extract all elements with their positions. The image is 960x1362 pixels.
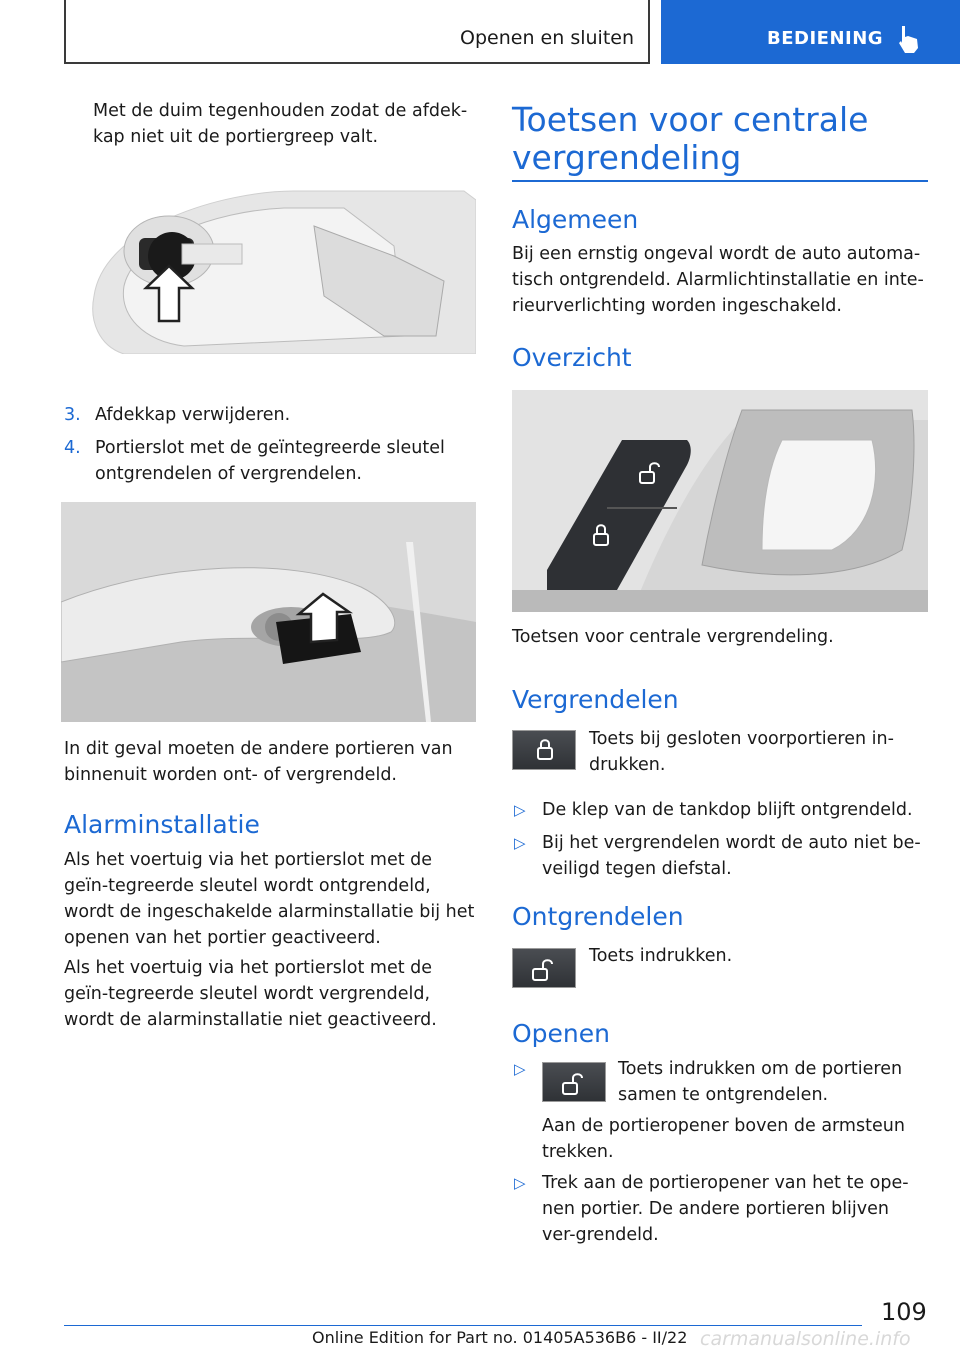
alarm-paragraph-2: Als het voertuig via het portierslot met de geïn-tegreerde sleutel wordt vergrendeld, wordt de alarminstallatie niet geactiveerd. bbox=[64, 958, 437, 1030]
heading-overview: Overzicht bbox=[512, 343, 632, 372]
step-number: 3. bbox=[64, 405, 81, 425]
page-number: 109 bbox=[881, 1298, 927, 1326]
header-section-title: Openen en sluiten bbox=[460, 27, 634, 49]
heading-lock: Vergrendelen bbox=[512, 685, 679, 714]
unlock-button-image bbox=[542, 1062, 606, 1102]
unlock-icon bbox=[513, 949, 577, 989]
watermark: carmanualsonline.info bbox=[700, 1328, 911, 1350]
overview-caption: Toetsen voor centrale vergrendeling. bbox=[512, 627, 834, 647]
open-bullet-1-sub: Aan de portieropener boven de armsteun trekken. bbox=[542, 1116, 905, 1162]
header-section-box bbox=[64, 0, 650, 64]
heading-general: Algemeen bbox=[512, 205, 639, 234]
heading-open: Openen bbox=[512, 1019, 610, 1048]
pointing-hand-icon bbox=[896, 24, 922, 54]
door-handle-cover-image bbox=[64, 186, 476, 354]
bullet-triangle-icon: ▷ bbox=[514, 834, 526, 852]
header-chapter-title: BEDIENING bbox=[767, 28, 884, 49]
door-lock-key-image bbox=[61, 502, 476, 722]
header-chapter-tab[interactable] bbox=[661, 0, 960, 64]
page-title: Toetsen voor centrale vergrendeling bbox=[512, 100, 869, 177]
bullet-triangle-icon: ▷ bbox=[514, 1060, 526, 1078]
paragraph-inside-lock: In dit geval moeten de andere portieren van binnenuit worden ont- of vergrendeld. bbox=[64, 739, 453, 785]
lock-instruction: Toets bij gesloten voorportieren in-drukken. bbox=[589, 729, 894, 775]
step-list bbox=[64, 402, 476, 492]
footer-rule bbox=[64, 1325, 862, 1326]
alarm-paragraph-1: Als het voertuig via het portierslot met de geïn-tegreerde sleutel wordt ontgrendeld, wordt de ingeschakelde alarminstallatie bij het openen van het portier geactiveerd. bbox=[64, 850, 475, 948]
step-number: 4. bbox=[64, 438, 81, 458]
title-rule bbox=[512, 180, 928, 182]
lock-button-image bbox=[512, 730, 576, 770]
unlock-icon bbox=[543, 1063, 607, 1103]
lock-bullet: Bij het vergrendelen wordt de auto niet be-veiligd tegen diefstal. bbox=[542, 833, 921, 879]
general-paragraph: Bij een ernstig ongeval wordt de auto automa-tisch ontgrendeld. Alarmlichtinstallatie en inte-rieurverlichting worden ingeschakeld. bbox=[512, 244, 924, 316]
unlock-instruction: Toets indrukken. bbox=[589, 946, 733, 966]
heading-unlock: Ontgrendelen bbox=[512, 902, 684, 931]
bullet-triangle-icon: ▷ bbox=[514, 801, 526, 819]
unlock-button-image bbox=[512, 948, 576, 988]
lock-icon bbox=[513, 731, 577, 771]
open-bullet-1: Toets indrukken om de portieren samen te ontgrendelen. bbox=[618, 1059, 903, 1105]
central-locking-buttons-image bbox=[512, 390, 928, 612]
intro-text: Met de duim tegenhouden zodat de afdek-kap niet uit de portiergreep valt. bbox=[93, 101, 468, 147]
bullet-triangle-icon: ▷ bbox=[514, 1174, 526, 1192]
step-text: Portierslot met de geïntegreerde sleutel ontgrendelen of vergrendelen. bbox=[95, 438, 445, 484]
heading-alarm: Alarminstallatie bbox=[64, 810, 260, 839]
lock-bullet: De klep van de tankdop blijft ontgrendeld. bbox=[542, 800, 913, 820]
footer-edition: Online Edition for Part no. 01405A536B6 - II/22 bbox=[312, 1328, 688, 1347]
step-text: Afdekkap verwijderen. bbox=[95, 405, 291, 425]
open-bullet-2: Trek aan de portieropener van het te ope-nen portier. De andere portieren blijven ver-grendeld. bbox=[542, 1173, 909, 1245]
